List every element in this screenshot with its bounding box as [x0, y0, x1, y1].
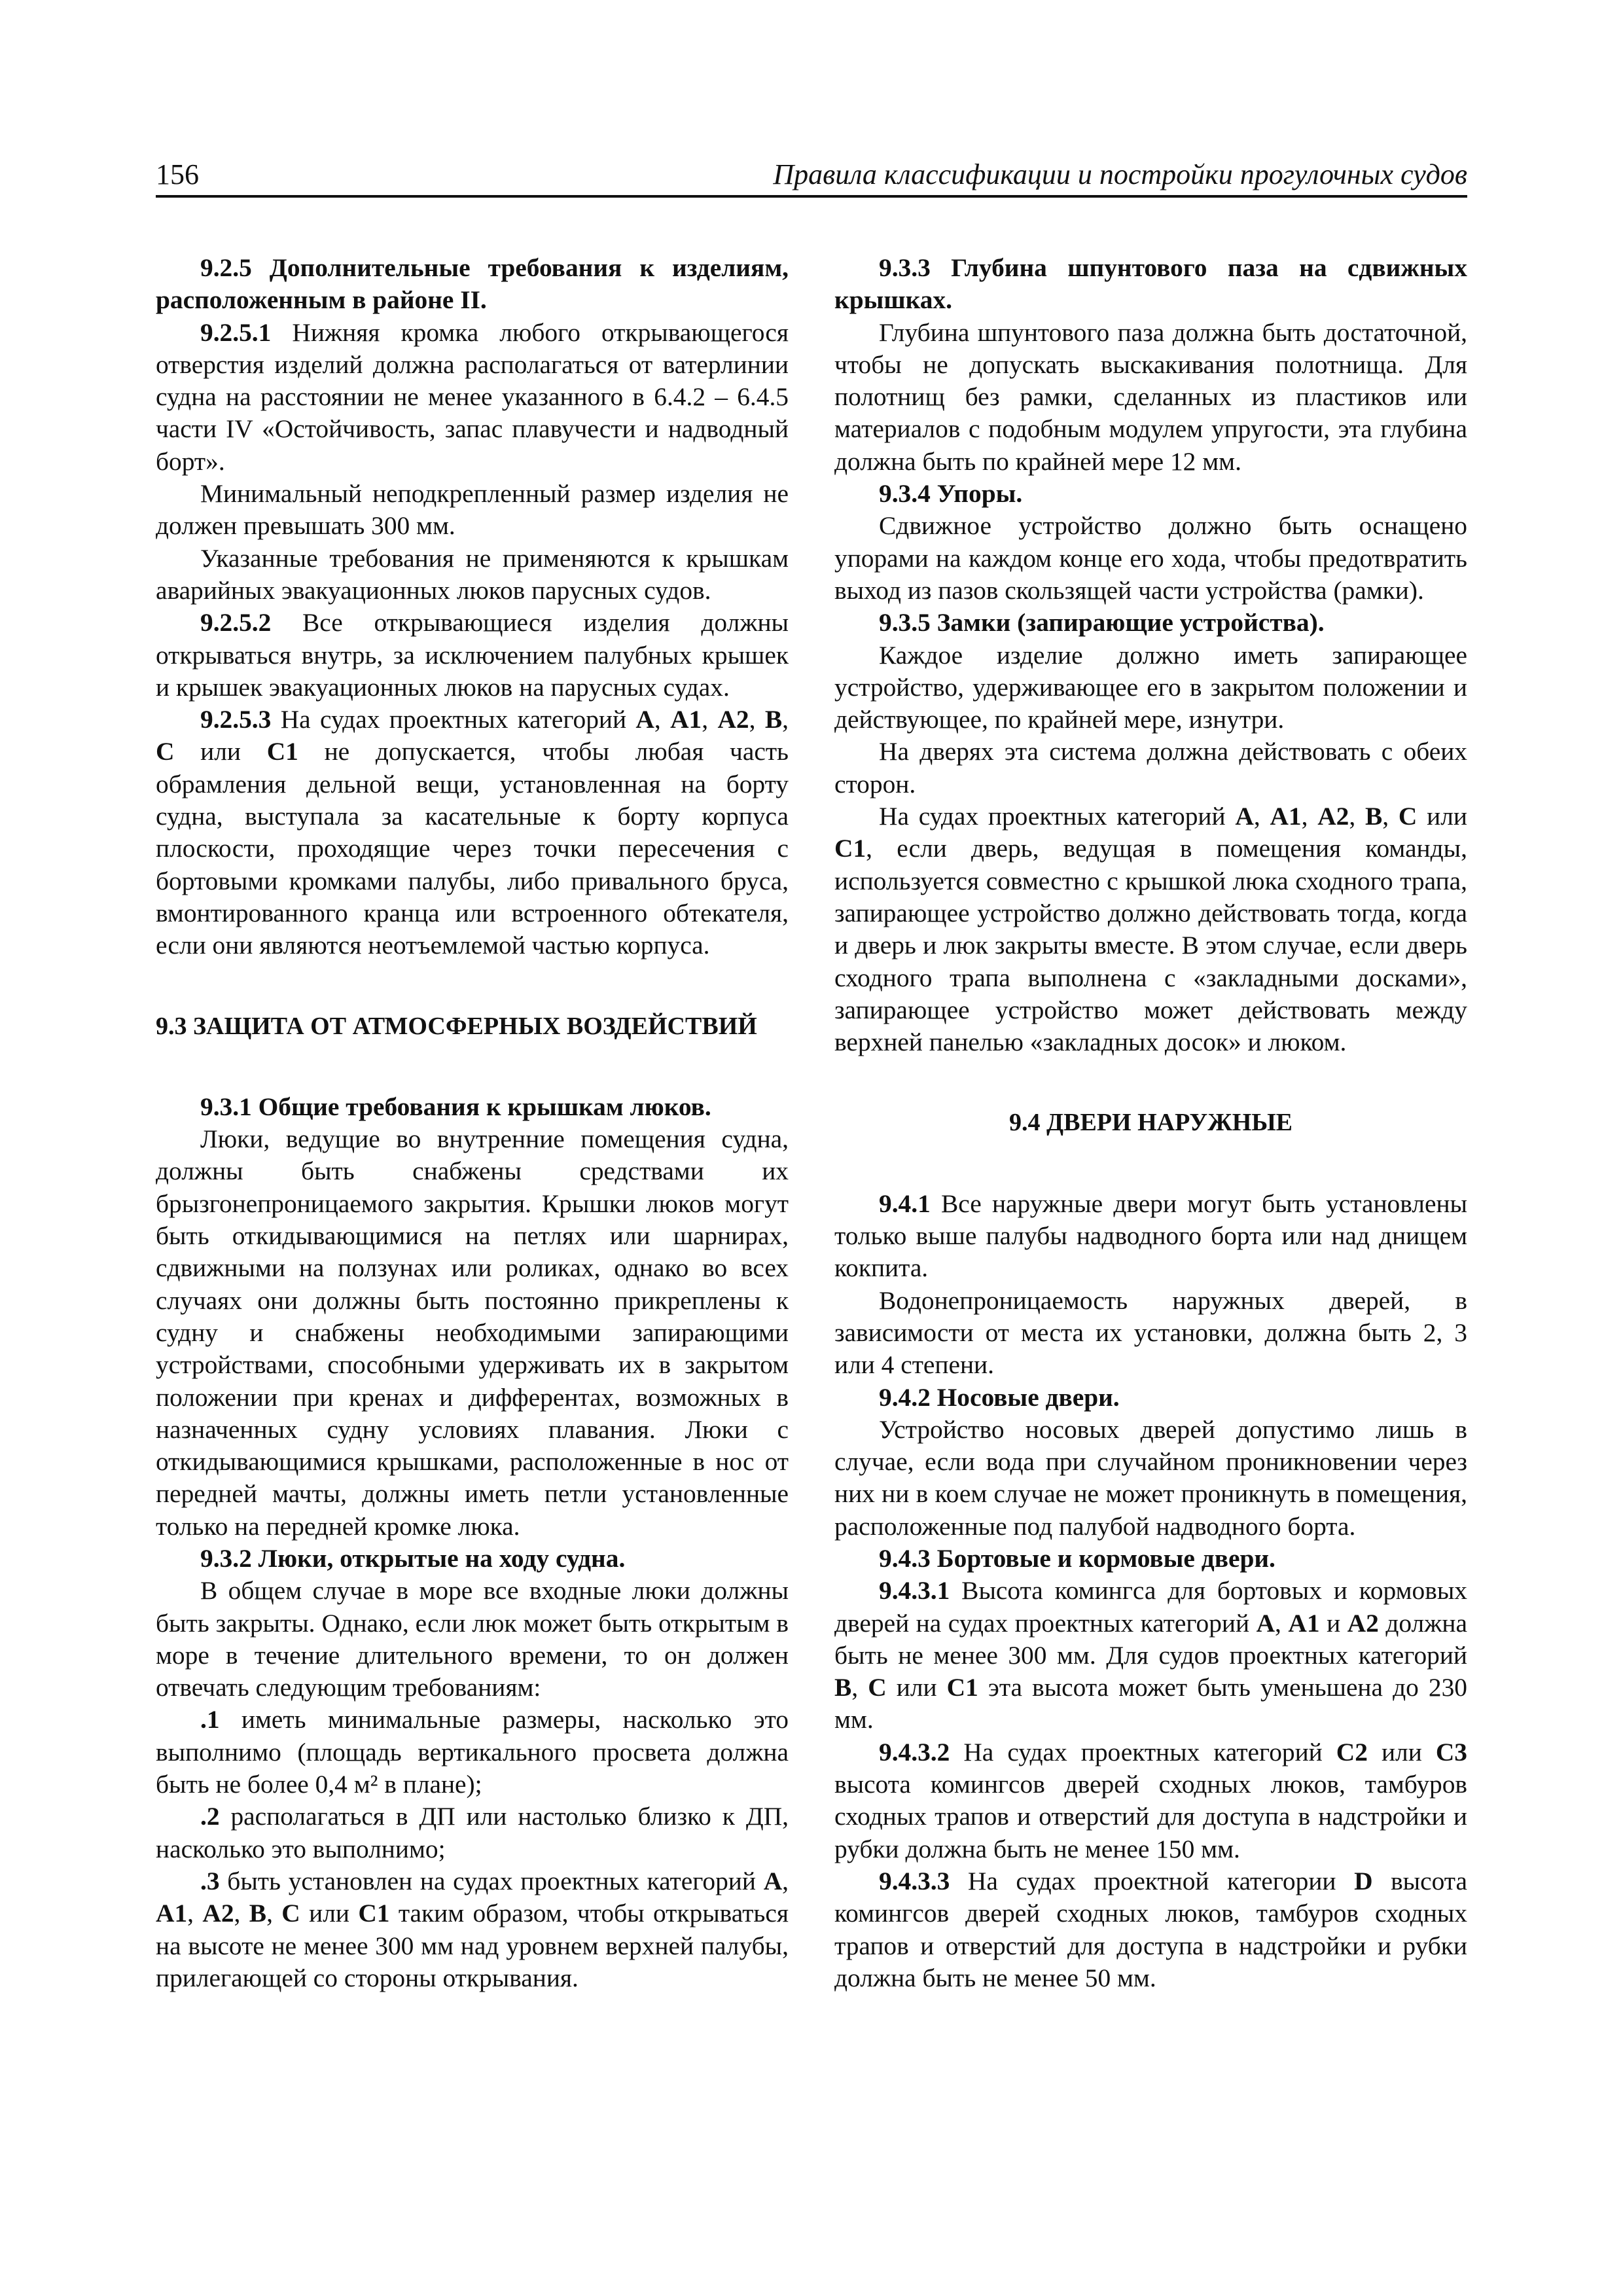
paragraph: Указанные требования не применяются к крышкам аварийных эвакуационных люков парусных судов.	[156, 543, 789, 605]
paragraph-9-2-5-2: 9.2.5.2 Все открывающиеся изделия должны открываться внутрь, за исключением палубных крышек и крышек эвакуационных люков на парусных судах.	[156, 608, 789, 702]
paragraph-9-4-3-1: 9.4.3.1 Высота комингса для бортовых и кормовых дверей на судах проектных категорий А, А1 и А2 должна быть не менее 300 мм. Для судов проектных категорий В, С или С1 эта высота может быть уменьшена до 230 мм.	[834, 1576, 1467, 1734]
paragraph: Водонепроницаемость наружных дверей, в зависимости от места их установки, должна быть 2, 3 или 4 степени.	[834, 1285, 1467, 1380]
running-title: Правила классификации и постройки прогулочных судов	[773, 158, 1467, 190]
heading-9-4-3: 9.4.3 Бортовые и кормовые двери.	[879, 1543, 1275, 1573]
page-number: 156	[156, 158, 199, 190]
paragraph-9-2-5-3: 9.2.5.3 На судах проектных категорий А, А1, А2, В, С или С1 не допускается, чтобы любая часть обрамления дельной вещи, установленная на борту судна, выступала за касательные к борту корпуса плоскости, проходящие через точки пересечения с бортовыми кромками палубы, либо привального бруса, вмонтированного кранца или встроенного обтекателя, если они являются неотъемлемой частью корпуса.	[156, 705, 789, 960]
paragraph-9-4-1: 9.4.1 Все наружные двери могут быть установлены только выше палубы надводного борта или над днищем кокпита.	[834, 1189, 1467, 1283]
page-header	[156, 154, 1467, 198]
heading-9-3-5: 9.3.5 Замки (запирающие устройства).	[879, 608, 1325, 637]
paragraph: Сдвижное устройство должно быть оснащено упорами на каждом конце его хода, чтобы предотвратить выход из пазов скользящей части устройства (рамки).	[834, 511, 1467, 605]
paragraph: Люки, ведущие во внутренние помещения судна, должны быть снабжены средствами их брызгонепроницаемого закрытия. Крышки люков могут быть откидывающимися на петлях или шарнирах, сдвижными на ползунах или роликах, однако во всех случаях они должны быть постоянно прикреплены к судну и снабжены необходимыми запирающими устройствами, способными удерживать их в закрытом положении при кренах и дифферентах, возможных в назначенных судну условиях плавания. Люки с откидывающимися крышками, расположенные в нос от передней мачты, должны иметь петли установленные только на передней кромке люка.	[156, 1124, 789, 1541]
section-title-9-4: 9.4 ДВЕРИ НАРУЖНЫЕ	[1008, 1109, 1293, 1137]
left-column	[156, 252, 789, 1994]
paragraph: На дверях эта система должна действовать с обеих сторон.	[834, 737, 1467, 798]
paragraph: На судах проектных категорий А, А1, А2, В, С или С1, если дверь, ведущая в помещения команды, используется совместно с крышкой люка сходного трапа, запирающее устройство должно действовать тогда, когда и дверь и люк закрыты вместе. В этом случае, если дверь сходного трапа выполнена с «закладными досками», запирающее устройство может действовать между верхней панелью «закладных досок» и люком.	[834, 802, 1467, 1057]
paragraph: Каждое изделие должно иметь запирающее устройство, удерживающее его в закрытом положении и действующее, по крайней мере, изнутри.	[834, 640, 1467, 734]
list-item: .2 располагаться в ДП или настолько близко к ДП, насколько это выполнимо;	[156, 1802, 789, 1863]
heading-9-3-1: 9.3.1 Общие требования к крышкам люков.	[200, 1092, 711, 1121]
paragraph-9-4-3-2: 9.4.3.2 На судах проектных категорий С2 или С3 высота комингсов дверей сходных люков, тамбуров сходных трапов и отверстий для доступа в надстройки и рубки должна быть не менее 150 мм.	[834, 1737, 1467, 1863]
heading-9-3-3: 9.3.3 Глубина шпунтового паза на сдвижных крышках.	[834, 253, 1467, 315]
heading-9-3-4: 9.3.4 Упоры.	[879, 479, 1023, 509]
paragraph-9-2-5-1: 9.2.5.1 Нижняя кромка любого открывающегося отверстия изделий должна располагаться от ватерлинии судна на расстоянии не менее указанного в 6.4.2 – 6.4.5 части IV «Остойчивость, запас плавучести и надводный борт».	[156, 317, 789, 476]
heading-9-4-2: 9.4.2 Носовые двери.	[879, 1382, 1120, 1412]
paragraph: Глубина шпунтового паза должна быть достаточной, чтобы не допускать выскакивания полотнища. Для полотнищ без рамки, сделанных из пластиков или материалов с подобным модулем упругости, эта глубина должна быть по крайней мере 12 мм.	[834, 317, 1467, 476]
paragraph: В общем случае в море все входные люки должны быть закрыты. Однако, если люк может быть открытым в море в течение длительного времени, то он должен отвечать следующим требованиям:	[156, 1576, 789, 1702]
heading-9-2-5: 9.2.5 Дополнительные требования к изделиям, расположенным в районе II.	[156, 253, 789, 315]
paragraph: Устройство носовых дверей допустимо лишь в случае, если вода при случайном проникновении через них ни в коем случае не может проникнуть в помещения, расположенные под палубой надводного борта.	[834, 1414, 1467, 1541]
paragraph: Минимальный неподкрепленный размер изделия не должен превышать 300 мм.	[156, 479, 789, 541]
list-item: .1 иметь минимальные размеры, насколько это выполнимо (площадь вертикального просвета должна быть не более 0,4 м² в плане);	[156, 1705, 789, 1799]
paragraph-9-4-3-3: 9.4.3.3 На судах проектной категории D высота комингсов дверей сходных люков, тамбуров сходных трапов и отверстий для доступа в надстройки и рубки должна быть не менее 50 мм.	[834, 1866, 1467, 1992]
section-title-9-3: 9.3 ЗАЩИТА ОТ АТМОСФЕРНЫХ ВОЗДЕЙСТВИЙ	[156, 1012, 757, 1040]
heading-9-3-2: 9.3.2 Люки, открытые на ходу судна.	[200, 1543, 626, 1573]
right-column	[834, 252, 1467, 1994]
list-item: .3 быть установлен на судах проектных категорий А, А1, А2, В, С или С1 таким образом, чтобы открываться на высоте не менее 300 мм над уровнем верхней палубы, прилегающей со стороны открывания.	[156, 1866, 789, 1992]
